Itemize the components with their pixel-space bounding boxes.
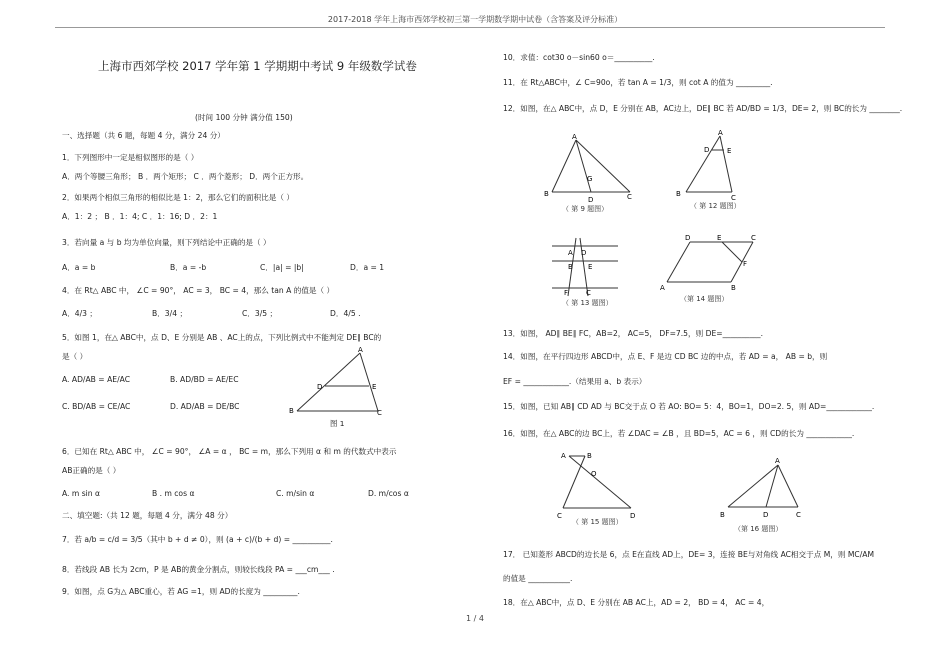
svg-text:E: E	[717, 234, 722, 242]
svg-text:B: B	[731, 284, 736, 292]
question-5-tail: 是（ ）	[62, 352, 88, 361]
figure-15-crossing-lines	[555, 448, 645, 520]
svg-text:F: F	[743, 260, 748, 268]
figure-1-caption: 图 1	[330, 419, 345, 428]
svg-text:D: D	[685, 234, 691, 242]
svg-text:A: A	[358, 346, 363, 354]
question-1: 1．下列图形中一定是相似图形的是（ ）	[62, 153, 199, 162]
page-number: 1 / 4	[466, 614, 484, 623]
header-divider	[55, 27, 885, 28]
question-5-option-d: D. AD/AB = DE/BC	[170, 402, 240, 411]
question-2: 2．如果两个相似三角形的相似比是 1：2，那么它们的面积比是（ ）	[62, 193, 294, 202]
svg-text:B: B	[676, 190, 681, 198]
svg-text:B: B	[720, 511, 725, 519]
question-6-tail: AB正确的是（ ）	[62, 466, 121, 475]
svg-text:E: E	[727, 147, 732, 155]
figure-14-caption: （第 14 题图）	[680, 295, 729, 303]
question-4-option-b: B．3/4 ；	[152, 309, 188, 318]
svg-text:F: F	[564, 289, 569, 297]
question-9: 9．如图，点 G为△ ABC重心，若 AG =1，则 AD的长度为 _________.	[62, 587, 300, 596]
exam-title: 上海市西郊学校 2017 学年第 1 学期期中考试 9 年级数学试卷	[98, 59, 417, 73]
figure-16-triangle	[718, 455, 808, 521]
svg-text:C: C	[627, 193, 632, 201]
figure-13-caption: （ 第 13 题图）	[562, 299, 613, 307]
question-18: 18．在△ ABC中，点 D、E 分别在 AB AC上，AD = 2， BD = 4， AC = 4，	[503, 598, 770, 607]
question-16: 16．如图，在△ ABC的边 BC上，若 ∠DAC = ∠B ，且 BD=5，AC = 6 ，则 CD的长为 ____________.	[503, 429, 855, 438]
question-17-tail: 的值是 ___________.	[503, 574, 573, 583]
figure-15-caption: （ 第 15 题图）	[572, 518, 623, 526]
question-15: 15．如图，已知 AB∥ CD AD 与 BC交于点 O 若 AO: BO= 5：4，BO=1，DO=2. 5，则 AD=____________.	[503, 402, 875, 411]
question-4: 4．在 Rt△ ABC 中， ∠C = 90°， AC = 3， BC = 4，那么 tan A 的值是（ ）	[62, 286, 335, 295]
exam-meta: (时间 100 分钟 满分值 150)	[195, 113, 293, 122]
question-14-tail: EF = ____________.（结果用 a、b 表示）	[503, 377, 647, 386]
question-4-option-c: C．3/5 ；	[242, 309, 278, 318]
svg-text:D: D	[704, 146, 710, 154]
question-7: 7．若 a/b = c/d = 3/5（其中 b + d ≠ 0），则 (a + c)/(b + d) = __________.	[62, 535, 333, 544]
question-6: 6．已知在 Rt△ ABC 中， ∠C = 90°， ∠A = α ， BC = m，那么下列用 α 和 m 的代数式中表示	[62, 447, 397, 456]
question-14: 14．如图，在平行四边形 ABCD中，点 E、F 是边 CD BC 边的中点，若 AD = a， AB = b，则	[503, 352, 828, 361]
question-3-option-c: C．|a| = |b|	[260, 263, 304, 272]
question-4-option-d: D．4/5 .	[330, 309, 361, 318]
svg-text:A: A	[660, 284, 665, 292]
question-6-option-b: B . m cos α	[152, 489, 195, 498]
svg-text:C: C	[557, 512, 562, 520]
question-10: 10．求值：cot30 o－sin60 o＝__________.	[503, 53, 655, 62]
question-3-option-a: A．a = b	[62, 263, 96, 272]
svg-text:G: G	[587, 175, 593, 183]
question-4-option-a: A．4/3 ；	[62, 309, 98, 318]
question-6-option-d: D. m/cos α	[368, 489, 409, 498]
svg-text:D: D	[317, 383, 323, 391]
svg-text:A: A	[572, 133, 577, 141]
svg-text:C: C	[377, 409, 382, 417]
figure-12-triangle	[670, 126, 760, 202]
svg-text:E: E	[588, 263, 593, 271]
svg-text:C: C	[586, 289, 591, 297]
svg-text:C: C	[796, 511, 801, 519]
question-3-option-d: D．a = 1	[350, 263, 385, 272]
svg-text:A: A	[568, 249, 573, 257]
figure-12-caption: （ 第 12 题图）	[690, 202, 741, 210]
question-3: 3．若向量 a 与 b 均为单位向量，则下列结论中正确的是（ ）	[62, 238, 271, 247]
question-3-option-b: B．a = -b	[170, 263, 207, 272]
figure-9-triangle	[540, 130, 650, 210]
figure-9-caption: （ 第 9 题图）	[562, 205, 609, 213]
question-17: 17． 已知菱形 ABCD的边长是 6，点 E在直线 AD上，DE= 3，连接 BE与对角线 AC相交于点 M，则 MC/AM	[503, 550, 875, 559]
svg-text:B: B	[568, 263, 573, 271]
svg-text:B: B	[544, 190, 549, 198]
question-8: 8．若线段 AB 长为 2cm，P 是 AB的黄金分割点，则较长线段 PA = ___cm___ .	[62, 565, 335, 574]
svg-text:D: D	[763, 511, 769, 519]
svg-text:O: O	[591, 470, 597, 478]
question-5-option-c: C. BD/AB = CE/AC	[62, 402, 131, 411]
svg-text:D: D	[581, 249, 587, 257]
svg-text:E: E	[372, 383, 377, 391]
question-5-option-a: A. AD/AB = AE/AC	[62, 375, 130, 384]
question-6-option-a: A. m sin α	[62, 489, 100, 498]
question-5: 5．如图 1，在△ ABC中，点 D、E 分别是 AB 、AC上的点，下列比例式中不能判定 DE∥ BC的	[62, 333, 382, 342]
section-choice: 一、选择题（共 6 题，每题 4 分，满分 24 分）	[62, 131, 225, 140]
svg-text:A: A	[718, 129, 723, 137]
question-12: 12．如图，在△ ABC中，点 D，E 分别在 AB，AC边上，DE∥ BC 若 AD/BD = 1/3，DE= 2，则 BC的长为 ________.	[503, 104, 903, 113]
question-2-options: A．1：2 ； B ．1：4; C ．1：16; D ．2：1	[62, 212, 218, 221]
svg-text:D: D	[588, 196, 594, 204]
svg-text:B: B	[587, 452, 592, 460]
question-1-options: A．两个等腰三角形； B ．两个矩形； C ．两个菱形； D．两个正方形。	[62, 172, 309, 181]
section-fill: 二、填空题:（共 12 题，每题 4 分，满分 48 分）	[62, 511, 233, 520]
figure-16-caption: （第 16 题图）	[734, 525, 783, 533]
question-5-option-b: B. AD/BD = AE/EC	[170, 375, 239, 384]
svg-text:A: A	[775, 457, 780, 465]
figure-13-parallel-lines	[550, 236, 622, 298]
question-11: 11．在 Rt△ABC中，∠ C=90o，若 tan A = 1/3，则 cot A 的值为 _________.	[503, 78, 773, 87]
question-13: 13．如图， AD∥ BE∥ FC，AB=2， AC=5， DF=7.5，则 DE=__________.	[503, 329, 764, 338]
question-6-option-c: C. m/sin α	[276, 489, 315, 498]
svg-text:B: B	[289, 407, 294, 415]
page-header: 2017-2018 学年上海市西郊学校初三第一学期数学期中试卷（含答案及评分标准）	[327, 15, 623, 24]
svg-text:D: D	[630, 512, 636, 520]
svg-text:A: A	[561, 452, 566, 460]
svg-text:C: C	[751, 234, 756, 242]
svg-text:C: C	[731, 194, 736, 202]
figure-14-parallelogram	[655, 232, 765, 294]
